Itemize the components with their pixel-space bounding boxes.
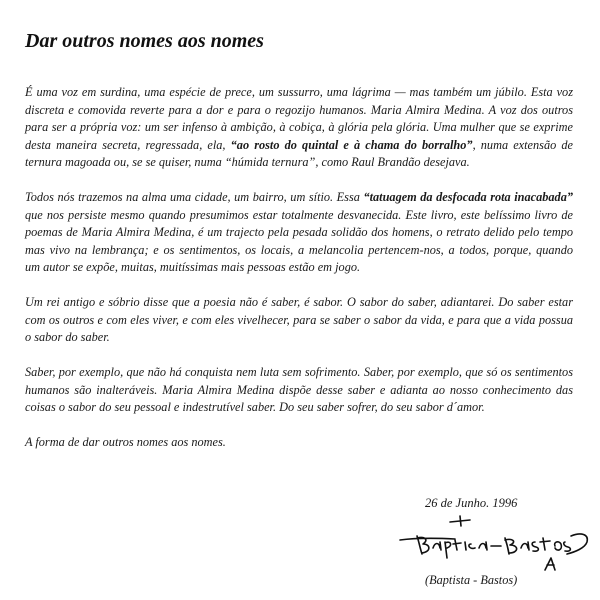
- text-run: Todos nós trazemos na alma uma cidade, um bairro, um sítio. Essa: [25, 190, 364, 204]
- paragraph-1: [25, 84, 573, 172]
- text-run: poemas de Maria Almira Medina, é um trajecto pela pesada solidão dos homens, o retrato delido pelo tempo: [25, 225, 573, 239]
- text-run: com os outros e com eles viver, e com eles vivelhecer, para se saber o sabor da vida, e para que a vida possua: [25, 312, 573, 327]
- text-run: , numa extensão de: [472, 137, 573, 152]
- signature-caption: (Baptista - Bastos): [425, 573, 518, 587]
- handwritten-signature: [395, 508, 595, 578]
- paragraph-4: [25, 364, 573, 417]
- text-line: [25, 399, 573, 417]
- text-run: É uma voz em surdina, uma espécie de prece, um sussurro, uma lágrima — mas também um júbilo. Esta voz: [25, 85, 573, 99]
- text-line: [25, 84, 573, 102]
- text-run: desta maneira secreta, regressada, ela,: [25, 137, 231, 152]
- paragraph-5: [25, 434, 573, 452]
- text-line: [25, 382, 573, 400]
- text-line: [25, 434, 573, 452]
- text-run: humanos são inalteráveis. Maria Almira Medina dispõe desse saber e adianta ao nosso conhecimento das: [25, 382, 573, 397]
- quoted-phrase: “tatuagem da desfocada rota inacabada”: [363, 190, 573, 204]
- text-line: [25, 154, 573, 172]
- text-run: para ser a própria voz: um ser infenso à ambição, à cobiça, à glória pela glória. Uma mulher que se exprime: [25, 120, 573, 134]
- paragraph-2: [25, 189, 573, 277]
- text-run: ternura magoada ou, se se quiser, numa “húmida ternura”, como Raul Brandão desejava.: [25, 155, 470, 169]
- text-line: [25, 189, 573, 207]
- text-line: [25, 294, 573, 312]
- text-run: Saber, por exemplo, que não há conquista nem luta sem sofrimento. Saber, por exemplo, que só os sentimentos: [25, 365, 573, 379]
- text-run: que nos persiste mesmo quando presumimos estar totalmente desvanecida. Este livro, este belíssimo livro de: [25, 207, 573, 222]
- text-run: A forma de dar outros nomes aos nomes.: [25, 435, 226, 449]
- text-line: [25, 259, 573, 277]
- text-run: mas vivo na lembrança; e os sentimentos, os locais, a melancolia pertencem-nos, a todos, porque, quando: [25, 242, 573, 257]
- paragraph-3: [25, 294, 573, 347]
- text-run: um autor se expõe, muitas, muitíssimas mais pessoas estão em jogo.: [25, 260, 361, 274]
- document-title: Dar outros nomes aos nomes: [25, 30, 264, 52]
- text-line: [25, 364, 573, 382]
- text-line: [25, 119, 573, 137]
- signature-date: 26 de Junho. 1996: [425, 496, 518, 510]
- text-line: [25, 224, 573, 242]
- text-line: [25, 102, 573, 120]
- text-run: coisas o sabor do seu pessoal e indestrutível saber. Do seu saber sofrer, do seu sabor d´amor.: [25, 400, 485, 414]
- text-run: discreta e comovida reverte para a dor e para o regozijo humanos. Maria Almira Medina. A voz dos outros: [25, 102, 573, 117]
- text-line: [25, 207, 573, 225]
- text-line: [25, 329, 573, 347]
- quoted-phrase: “ao rosto do quintal e à chama do borralho”: [230, 137, 473, 152]
- text-run: Um rei antigo e sóbrio disse que a poesia não é saber, é sabor. O sabor do saber, adiantarei. Do saber estar: [25, 295, 573, 309]
- text-run: o sabor do saber.: [25, 330, 110, 344]
- text-line: [25, 242, 573, 260]
- text-line: [25, 137, 573, 155]
- text-line: [25, 312, 573, 330]
